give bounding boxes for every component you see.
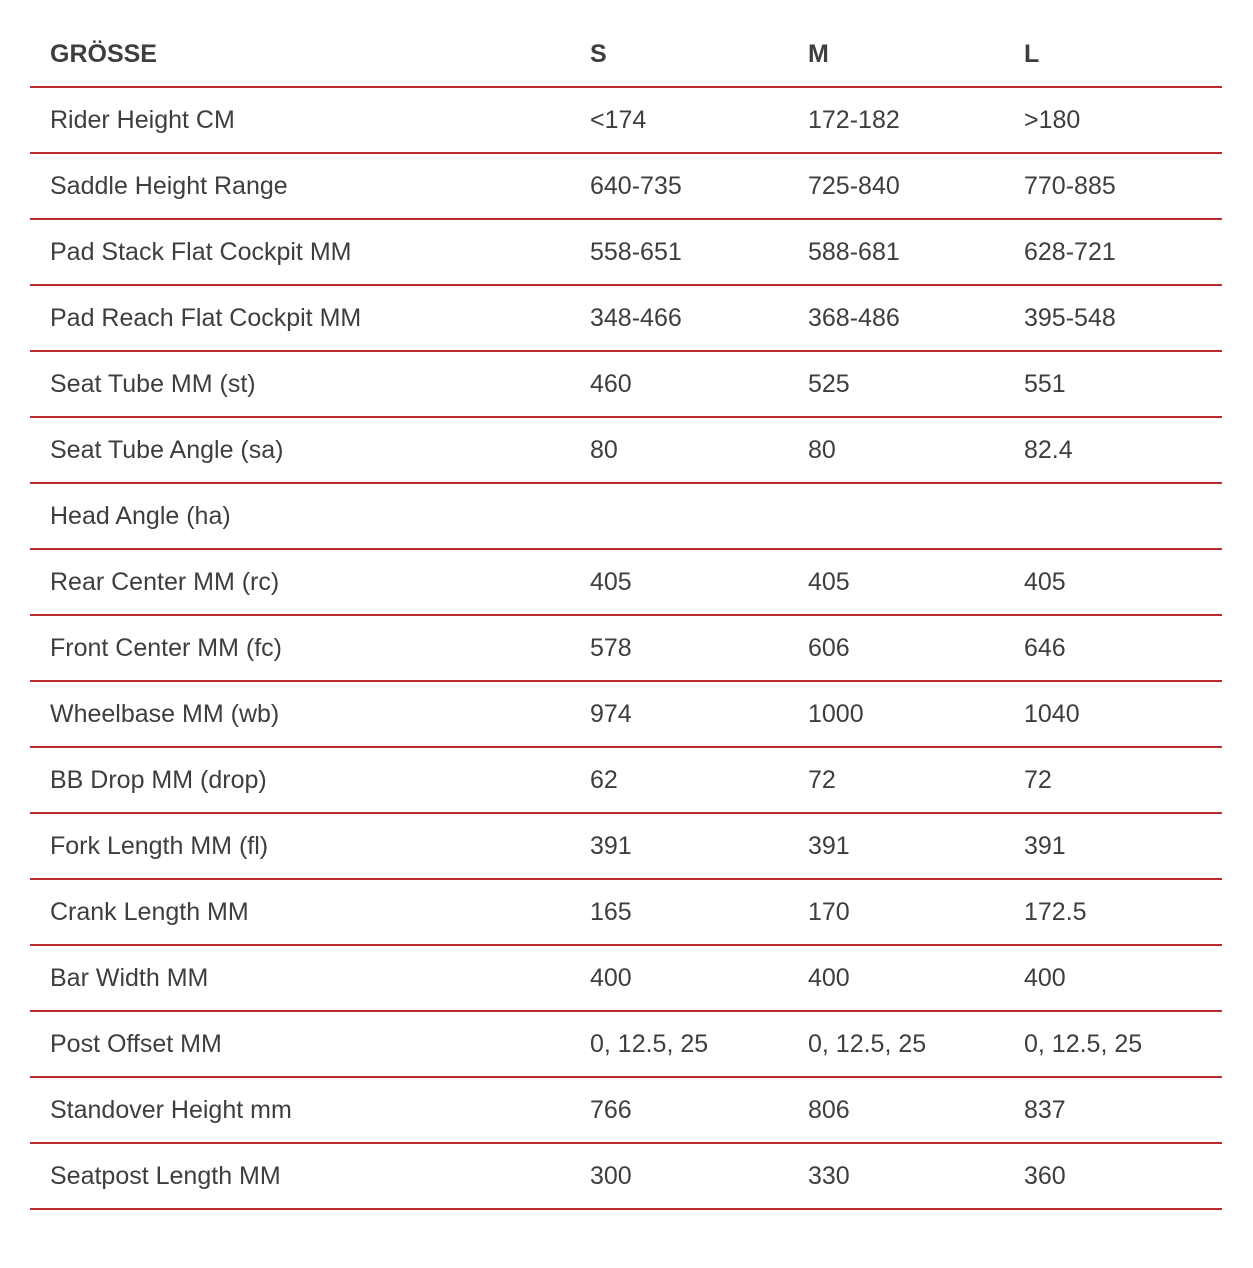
size-spec-table-container [30,0,1222,1210]
table-row [30,219,1222,285]
row-value: 0, 12.5, 25 [808,1011,1024,1077]
row-value: 1000 [808,681,1024,747]
row-value: 165 [590,879,808,945]
row-value: 72 [808,747,1024,813]
row-value: 330 [808,1143,1024,1209]
column-header-m: M [808,0,1024,87]
row-label: Head Angle (ha) [30,483,590,549]
row-value: 0, 12.5, 25 [1024,1011,1222,1077]
row-value: 588-681 [808,219,1024,285]
row-value: 82.4 [1024,417,1222,483]
row-value: >180 [1024,87,1222,153]
row-label: BB Drop MM (drop) [30,747,590,813]
row-value: 368-486 [808,285,1024,351]
table-row [30,813,1222,879]
row-value [808,483,1024,549]
row-value: 766 [590,1077,808,1143]
row-label: Seatpost Length MM [30,1143,590,1209]
table-row [30,945,1222,1011]
row-value: 558-651 [590,219,808,285]
row-value: 646 [1024,615,1222,681]
table-row [30,1077,1222,1143]
row-value: 0, 12.5, 25 [590,1011,808,1077]
geometry-table [30,0,1222,1210]
table-row [30,747,1222,813]
row-label: Seat Tube MM (st) [30,351,590,417]
row-value: 300 [590,1143,808,1209]
row-label: Seat Tube Angle (sa) [30,417,590,483]
row-label: Bar Width MM [30,945,590,1011]
row-value: 640-735 [590,153,808,219]
row-value: 72 [1024,747,1222,813]
row-label: Pad Reach Flat Cockpit MM [30,285,590,351]
row-value: 400 [1024,945,1222,1011]
row-label: Crank Length MM [30,879,590,945]
table-row [30,549,1222,615]
row-value: 391 [590,813,808,879]
row-value: 391 [1024,813,1222,879]
table-body [30,87,1222,1209]
row-value: 974 [590,681,808,747]
row-value: 606 [808,615,1024,681]
row-value: 348-466 [590,285,808,351]
row-value: 837 [1024,1077,1222,1143]
table-row [30,351,1222,417]
row-value: 1040 [1024,681,1222,747]
column-header-l: L [1024,0,1222,87]
row-label: Rider Height CM [30,87,590,153]
size-column-header: GRÖSSE [30,0,590,87]
table-row [30,87,1222,153]
row-label: Standover Height mm [30,1077,590,1143]
row-value: 172-182 [808,87,1024,153]
row-value: 551 [1024,351,1222,417]
table-row [30,1011,1222,1077]
row-value: 525 [808,351,1024,417]
row-value: 770-885 [1024,153,1222,219]
row-value: 360 [1024,1143,1222,1209]
row-value [1024,483,1222,549]
row-value: 400 [590,945,808,1011]
row-label: Pad Stack Flat Cockpit MM [30,219,590,285]
row-label: Rear Center MM (rc) [30,549,590,615]
row-value [590,483,808,549]
row-value: 628-721 [1024,219,1222,285]
row-value: 400 [808,945,1024,1011]
row-label: Post Offset MM [30,1011,590,1077]
table-row [30,483,1222,549]
row-value: 80 [808,417,1024,483]
table-row [30,879,1222,945]
row-value: 395-548 [1024,285,1222,351]
table-row [30,153,1222,219]
row-value: 725-840 [808,153,1024,219]
row-value: 460 [590,351,808,417]
table-row [30,417,1222,483]
row-label: Wheelbase MM (wb) [30,681,590,747]
row-value: 391 [808,813,1024,879]
header-row [30,0,1222,87]
row-value: 62 [590,747,808,813]
row-label: Saddle Height Range [30,153,590,219]
row-value: 170 [808,879,1024,945]
row-value: 172.5 [1024,879,1222,945]
row-value: 806 [808,1077,1024,1143]
row-value: 405 [590,549,808,615]
row-value: <174 [590,87,808,153]
row-label: Front Center MM (fc) [30,615,590,681]
row-value: 405 [808,549,1024,615]
row-label: Fork Length MM (fl) [30,813,590,879]
table-row [30,681,1222,747]
row-value: 405 [1024,549,1222,615]
table-row [30,615,1222,681]
table-row [30,285,1222,351]
table-row [30,1143,1222,1209]
row-value: 80 [590,417,808,483]
row-value: 578 [590,615,808,681]
column-header-s: S [590,0,808,87]
